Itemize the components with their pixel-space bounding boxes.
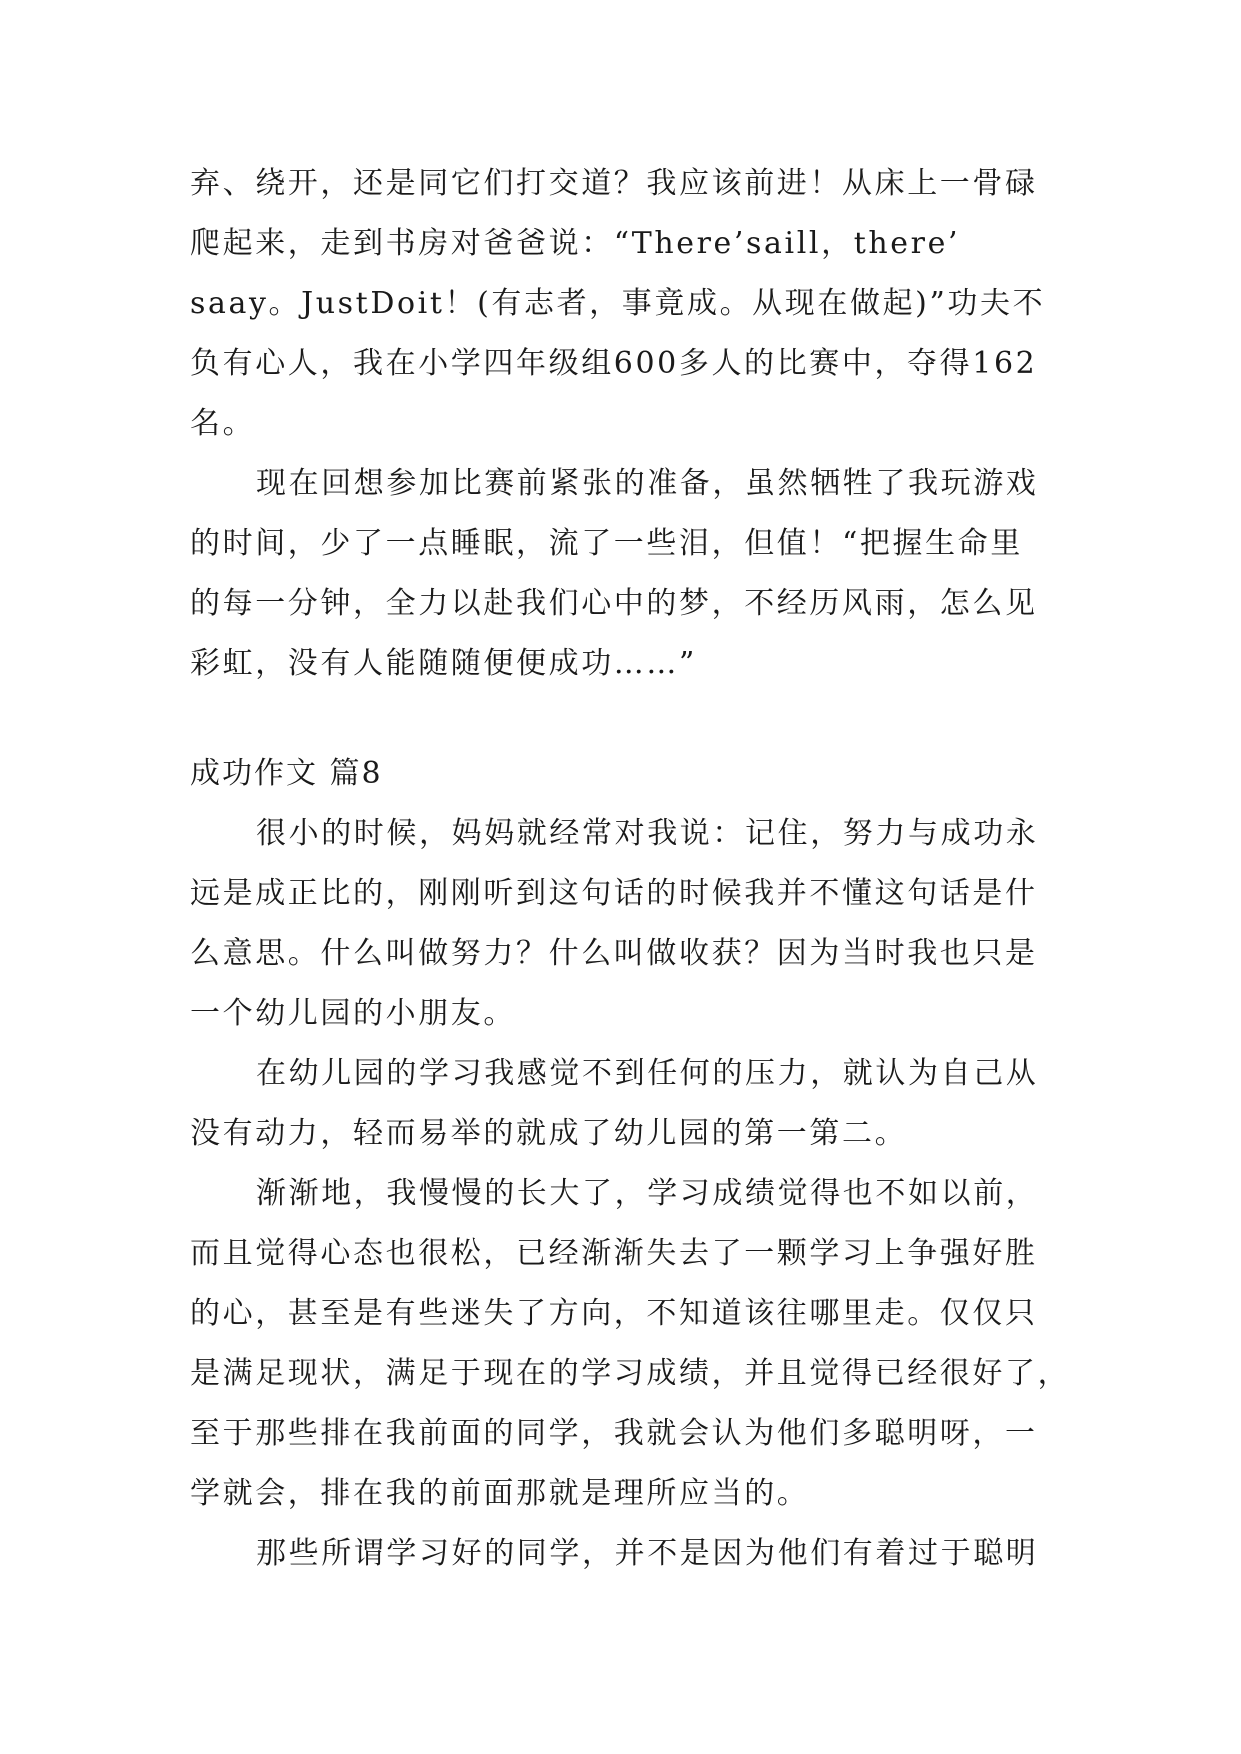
- paragraph-first-line: 现在回想参加比赛前紧张的准备，虽然牺牲了我玩游戏: [256, 466, 1039, 501]
- body-text-line: 负有心人，我在小学四年级组600多人的比赛中，夺得162: [190, 346, 1038, 381]
- body-text-line: 学就会，排在我的前面那就是理所应当的。: [190, 1476, 810, 1511]
- section-heading: 成功作文 篇8: [190, 756, 383, 791]
- paragraph-first-line: 在幼儿园的学习我感觉不到任何的压力，就认为自己从: [256, 1056, 1039, 1091]
- paragraph-first-line: 渐渐地，我慢慢的长大了，学习成绩觉得也不如以前，: [256, 1176, 1039, 1211]
- body-text-line: 是满足现状，满足于现在的学习成绩，并且觉得已经很好了，: [190, 1356, 1071, 1391]
- body-text-line: 没有动力，轻而易举的就成了幼儿园的第一第二。: [190, 1116, 908, 1151]
- body-text-line: 远是成正比的，刚刚听到这句话的时候我并不懂这句话是什: [190, 876, 1038, 911]
- body-text-line: 名。: [190, 406, 256, 441]
- body-text-line: 彩虹，没有人能随随便便成功……”: [190, 646, 697, 681]
- body-text-line: 的心，甚至是有些迷失了方向，不知道该往哪里走。仅仅只: [190, 1296, 1038, 1331]
- body-text-line: 弃、绕开，还是同它们打交道？我应该前进！从床上一骨碌: [190, 166, 1038, 201]
- paragraph-first-line: 那些所谓学习好的同学，并不是因为他们有着过于聪明: [256, 1536, 1039, 1571]
- body-text-line: 的每一分钟，全力以赴我们心中的梦，不经历风雨，怎么见: [190, 586, 1038, 621]
- paragraph-first-line: 很小的时候，妈妈就经常对我说：记住，努力与成功永: [256, 816, 1039, 851]
- body-text-line: 爬起来，走到书房对爸爸说：“There’saill，there’: [190, 226, 961, 261]
- body-text-line: 而且觉得心态也很松，已经渐渐失去了一颗学习上争强好胜: [190, 1236, 1038, 1271]
- body-text-line: saay。JustDoit！(有志者，事竟成。从现在做起)”功夫不: [190, 286, 1046, 321]
- body-text-line: 么意思。什么叫做努力？什么叫做收获？因为当时我也只是: [190, 936, 1038, 971]
- body-text-line: 的时间，少了一点睡眠，流了一些泪，但值！“把握生命里: [190, 526, 1023, 561]
- body-text-line: 至于那些排在我前面的同学，我就会认为他们多聪明呀，一: [190, 1416, 1038, 1451]
- body-text-line: 一个幼儿园的小朋友。: [190, 996, 516, 1031]
